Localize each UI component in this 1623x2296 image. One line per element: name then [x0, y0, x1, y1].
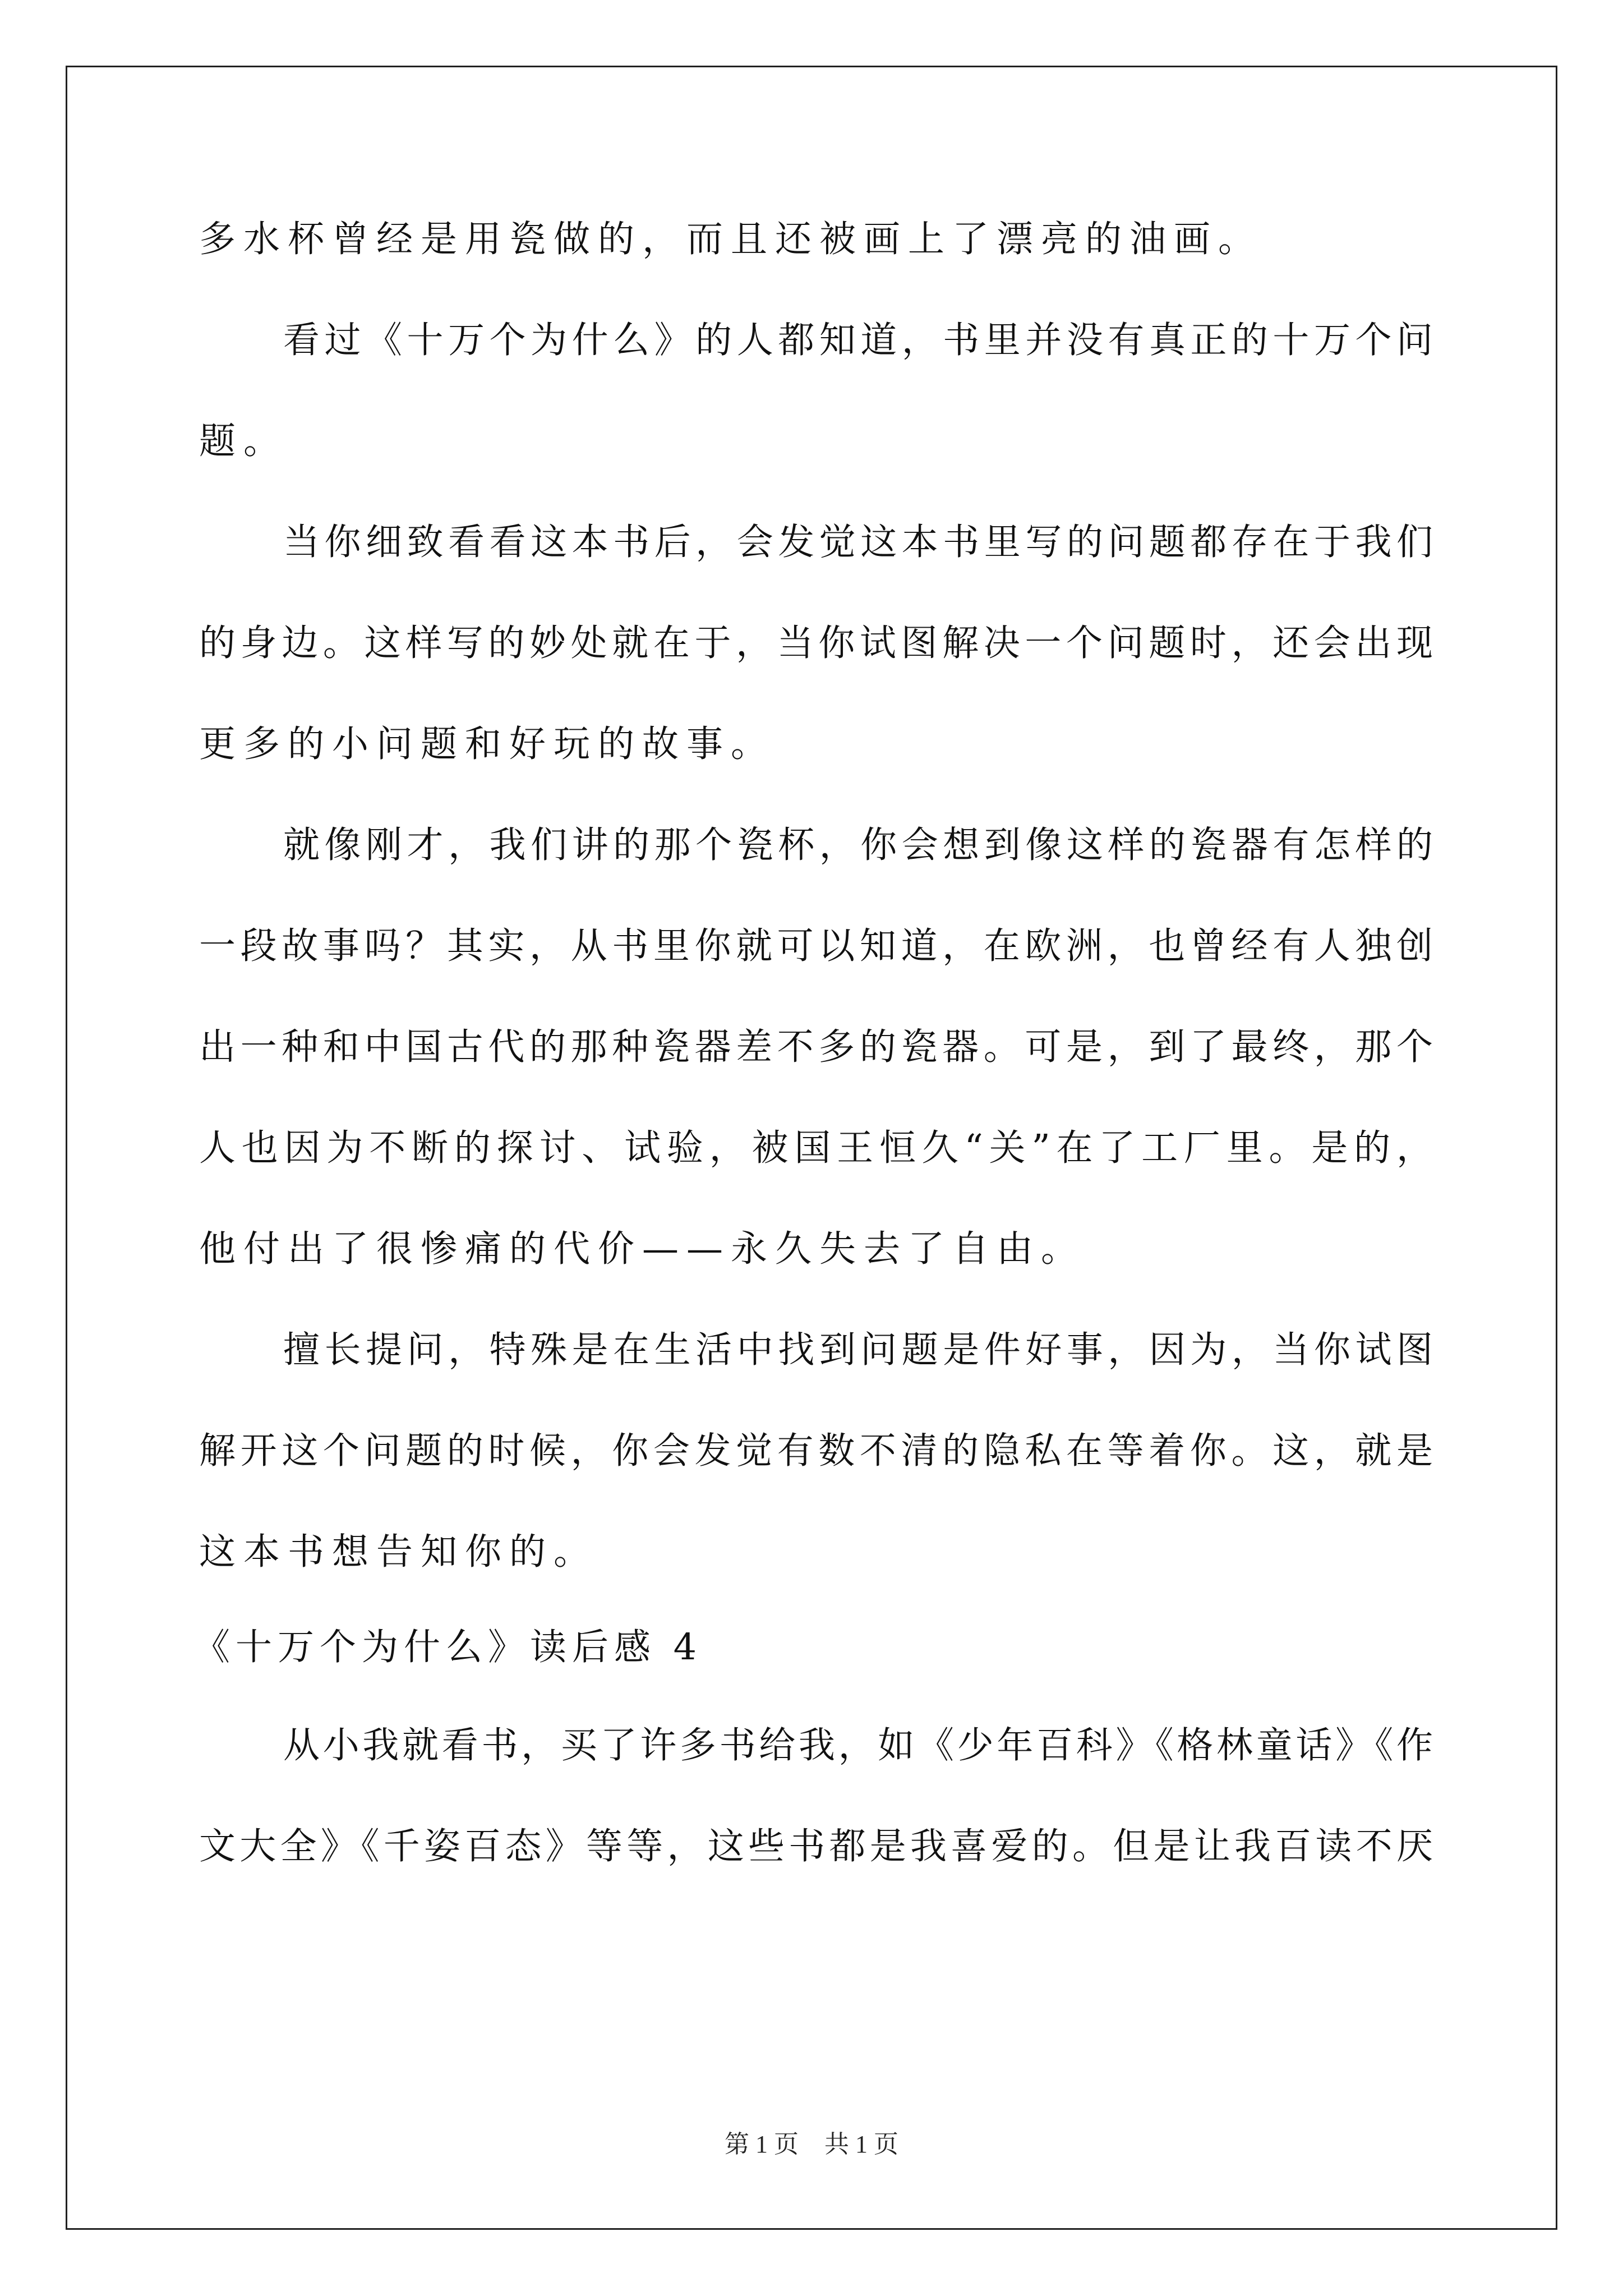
paragraph-line: 的身边。这样写的妙处就在于，当你试图解决一个问题时，还会出现 — [199, 622, 1433, 664]
paragraph-line: 多水杯曾经是用瓷做的，而且还被画上了漂亮的油画。 — [199, 218, 1263, 260]
page-total: 共 1 页 — [824, 2131, 898, 2158]
page-number: 第 1 页 — [725, 2131, 799, 2158]
section-heading: 《十万个为什么》读后感 4 — [193, 1626, 703, 1668]
paragraph-line: 人也因为不断的探讨、试验，被国王恒久“关”在了工厂里。是的， — [199, 1127, 1433, 1169]
paragraph-line: 擅长提问，特殊是在生活中找到问题是件好事，因为，当你试图 — [283, 1329, 1433, 1371]
page-footer — [0, 2129, 1623, 2160]
paragraph-line: 这本书想告知你的。 — [199, 1531, 598, 1573]
paragraph-line: 从小我就看书，买了许多书给我，如《少年百科》《格林童话》《作 — [283, 1724, 1433, 1766]
paragraph-line: 看过《十万个为什么》的人都知道，书里并没有真正的十万个问 — [283, 319, 1433, 361]
paragraph-line: 解开这个问题的时候，你会发觉有数不清的隐私在等着你。这，就是 — [199, 1430, 1433, 1472]
paragraph-line: 就像刚才，我们讲的那个瓷杯，你会想到像这样的瓷器有怎样的 — [283, 824, 1433, 866]
paragraph-line: 他付出了很惨痛的代价——永久失去了自由。 — [199, 1228, 1086, 1270]
paragraph-line: 一段故事吗？其实，从书里你就可以知道，在欧洲，也曾经有人独创 — [199, 925, 1433, 967]
paragraph-line: 文大全》《千姿百态》等等，这些书都是我喜爱的。但是让我百读不厌 — [199, 1825, 1433, 1867]
paragraph-line: 题。 — [199, 420, 288, 462]
paragraph-line: 当你细致看看这本书后，会发觉这本书里写的问题都存在于我们 — [283, 521, 1433, 563]
paragraph-line: 更多的小问题和好玩的故事。 — [199, 723, 776, 765]
paragraph-line: 出一种和中国古代的那种瓷器差不多的瓷器。可是，到了最终，那个 — [199, 1026, 1433, 1068]
